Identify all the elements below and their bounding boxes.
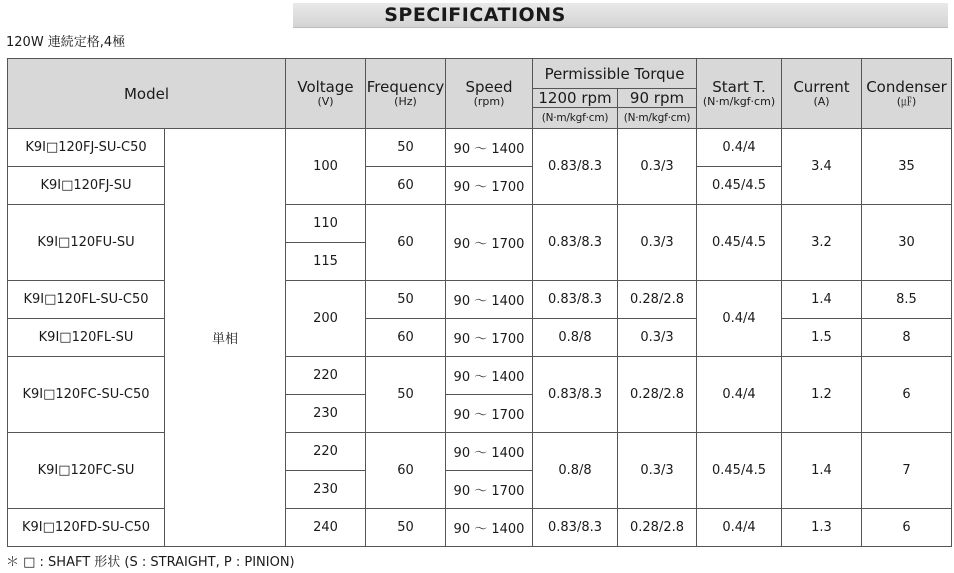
torque-1200-cell: 0.8/8 bbox=[533, 319, 618, 357]
speed-cell: 90 ～ 1700 bbox=[446, 205, 533, 281]
current-cell: 1.4 bbox=[782, 433, 862, 509]
torque-1200-cell: 0.83/8.3 bbox=[533, 129, 618, 205]
torque-1200-cell: 0.8/8 bbox=[533, 433, 618, 509]
torque-1200-cell: 0.83/8.3 bbox=[533, 357, 618, 433]
voltage-cell: 220 bbox=[286, 433, 366, 471]
condenser-cell: 6 bbox=[862, 509, 952, 547]
start-torque-cell: 0.4/4 bbox=[697, 281, 782, 357]
table-row bbox=[8, 319, 952, 357]
header-row bbox=[8, 59, 952, 89]
torque-1200-cell: 0.83/8.3 bbox=[533, 205, 618, 281]
start-torque-cell: 0.4/4 bbox=[697, 357, 782, 433]
start-torque-cell: 0.45/4.5 bbox=[697, 433, 782, 509]
torque-90-cell: 0.28/2.8 bbox=[618, 509, 697, 547]
current-cell: 3.2 bbox=[782, 205, 862, 281]
shaft-footnote: ＊ □ : SHAFT 形状 (S : STRAIGHT, P : PINION) bbox=[6, 555, 295, 570]
condenser-cell: 8.5 bbox=[862, 281, 952, 319]
model-cell: K9I□120FL-SU bbox=[8, 319, 165, 357]
torque-1200-cell: 0.83/8.3 bbox=[533, 509, 618, 547]
model-cell: K9I□120FC-SU bbox=[8, 433, 165, 509]
model-cell: K9I□120FJ-SU bbox=[8, 167, 165, 205]
voltage-cell: 230 bbox=[286, 471, 366, 509]
torque-1200-cell: 0.83/8.3 bbox=[533, 281, 618, 319]
frequency-cell: 50 bbox=[366, 357, 446, 433]
speed-cell: 90 ～ 1400 bbox=[446, 433, 533, 471]
condenser-cell: 6 bbox=[862, 357, 952, 433]
header-condenser: Condenser (㎌) bbox=[862, 59, 952, 129]
table-row bbox=[8, 357, 952, 395]
start-torque-cell: 0.4/4 bbox=[697, 129, 782, 167]
header-torque-1200: 1200 rpm bbox=[533, 89, 618, 108]
frequency-cell: 50 bbox=[366, 509, 446, 547]
model-cell: K9I□120FJ-SU-C50 bbox=[8, 129, 165, 167]
current-cell: 1.4 bbox=[782, 281, 862, 319]
condenser-cell: 7 bbox=[862, 433, 952, 509]
torque-90-cell: 0.28/2.8 bbox=[618, 281, 697, 319]
voltage-cell: 230 bbox=[286, 395, 366, 433]
speed-cell: 90 ～ 1400 bbox=[446, 357, 533, 395]
header-frequency: Frequency (Hz) bbox=[366, 59, 446, 129]
table-row bbox=[8, 205, 952, 243]
header-torque: Permissible Torque bbox=[533, 59, 697, 89]
voltage-cell: 110 bbox=[286, 205, 366, 243]
model-cell: K9I□120FD-SU-C50 bbox=[8, 509, 165, 547]
current-cell: 1.5 bbox=[782, 319, 862, 357]
frequency-cell: 60 bbox=[366, 167, 446, 205]
header-speed: Speed (rpm) bbox=[446, 59, 533, 129]
model-cell: K9I□120FU-SU bbox=[8, 205, 165, 281]
spec-table bbox=[7, 58, 952, 547]
page-title: SPECIFICATIONS bbox=[384, 4, 566, 26]
speed-cell: 90 ～ 1400 bbox=[446, 129, 533, 167]
voltage-cell: 100 bbox=[286, 129, 366, 205]
frequency-cell: 60 bbox=[366, 319, 446, 357]
condenser-cell: 8 bbox=[862, 319, 952, 357]
condenser-cell: 30 bbox=[862, 205, 952, 281]
start-torque-cell: 0.4/4 bbox=[697, 509, 782, 547]
speed-cell: 90 ～ 1700 bbox=[446, 319, 533, 357]
speed-cell: 90 ～ 1400 bbox=[446, 509, 533, 547]
voltage-cell: 200 bbox=[286, 281, 366, 357]
start-torque-cell: 0.45/4.5 bbox=[697, 205, 782, 281]
phase-cell: 単相 bbox=[165, 129, 286, 547]
torque-90-cell: 0.3/3 bbox=[618, 319, 697, 357]
current-cell: 1.2 bbox=[782, 357, 862, 433]
speed-cell: 90 ～ 1700 bbox=[446, 471, 533, 509]
current-cell: 3.4 bbox=[782, 129, 862, 205]
header-start-torque: Start T. (N·m/kgf·cm) bbox=[697, 59, 782, 129]
condenser-cell: 35 bbox=[862, 129, 952, 205]
header-torque-90: 90 rpm bbox=[618, 89, 697, 108]
model-cell: K9I□120FC-SU-C50 bbox=[8, 357, 165, 433]
table-row bbox=[8, 129, 952, 167]
voltage-cell: 240 bbox=[286, 509, 366, 547]
table-row bbox=[8, 433, 952, 471]
header-voltage: Voltage (V) bbox=[286, 59, 366, 129]
speed-cell: 90 ～ 1700 bbox=[446, 167, 533, 205]
start-torque-cell: 0.45/4.5 bbox=[697, 167, 782, 205]
frequency-cell: 50 bbox=[366, 129, 446, 167]
table-row bbox=[8, 281, 952, 319]
speed-cell: 90 ～ 1400 bbox=[446, 281, 533, 319]
torque-90-cell: 0.3/3 bbox=[618, 205, 697, 281]
header-current: Current (A) bbox=[782, 59, 862, 129]
model-cell: K9I□120FL-SU-C50 bbox=[8, 281, 165, 319]
header-model: Model bbox=[8, 59, 286, 129]
header-torque-90-unit: (N·m/kgf·cm) bbox=[618, 108, 697, 129]
speed-cell: 90 ～ 1700 bbox=[446, 395, 533, 433]
voltage-cell: 220 bbox=[286, 357, 366, 395]
frequency-cell: 50 bbox=[366, 281, 446, 319]
frequency-cell: 60 bbox=[366, 433, 446, 509]
torque-90-cell: 0.28/2.8 bbox=[618, 357, 697, 433]
torque-90-cell: 0.3/3 bbox=[618, 129, 697, 205]
current-cell: 1.3 bbox=[782, 509, 862, 547]
header-torque-1200-unit: (N·m/kgf·cm) bbox=[533, 108, 618, 129]
torque-90-cell: 0.3/3 bbox=[618, 433, 697, 509]
table-row bbox=[8, 509, 952, 547]
subtitle: 120W 連続定格,4極 bbox=[6, 35, 126, 50]
frequency-cell: 60 bbox=[366, 205, 446, 281]
voltage-cell: 115 bbox=[286, 243, 366, 281]
